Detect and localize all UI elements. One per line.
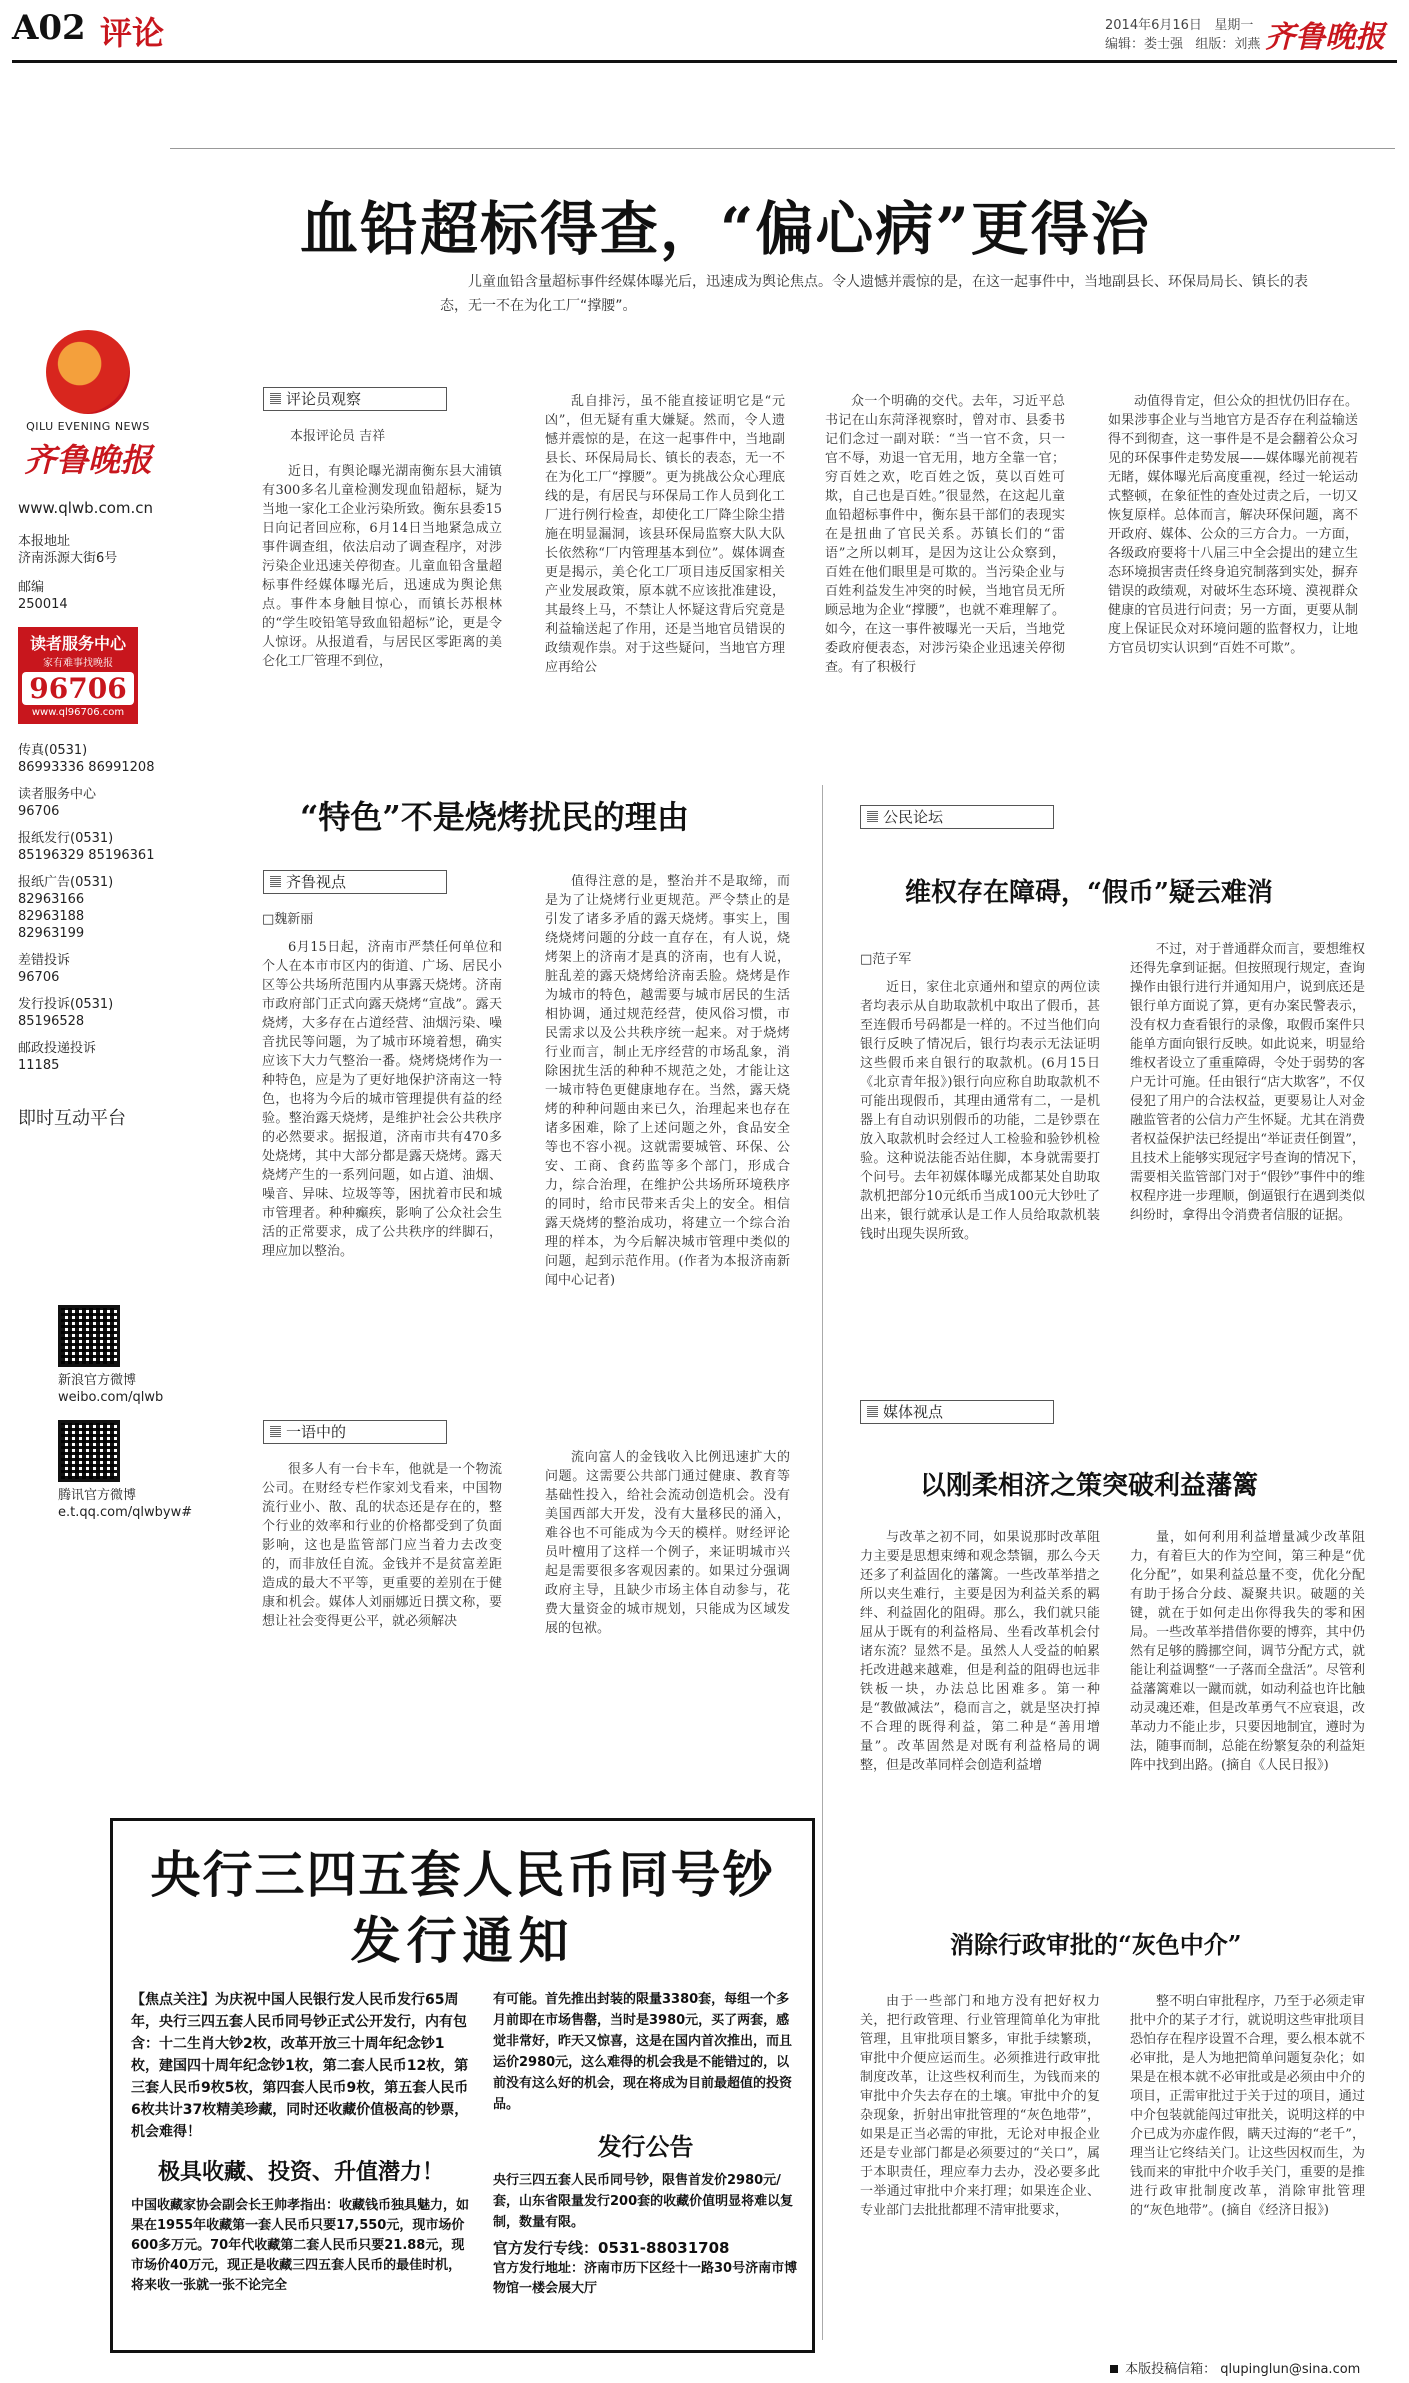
weibo-label: 新浪官方微博 — [58, 1373, 137, 1388]
quote-col-2-text: 流向富人的金钱收入比例迅速扩大的问题。这需要公共部门通过健康、教育等基础性投入，给社会流动创造机会。没有美国西部大开发，没有大量移民的涌入，难谷也不可能成为今天的模样。财经评论员叶檀用了这样一个例子，来证明城市兴起是需要很多客观因素的。如果过分强调政府主导，且缺少市场主体自动参与，花费大量资金的城市规划，只能成为区域发展的包袱。 — [545, 1450, 790, 1636]
bbq-headline: “特色”不是烧烤扰民的理由 — [300, 798, 689, 836]
website-link[interactable]: www.qlwb.com.cn — [18, 499, 153, 517]
dist-complaint: 85196528 — [18, 1014, 85, 1029]
interactive-title: 即时互动平台 — [18, 1108, 126, 1129]
lead-col-3 — [825, 392, 1065, 677]
tencent-qr-code[interactable] — [58, 1420, 120, 1482]
weibo-qr-code[interactable] — [58, 1305, 120, 1367]
rights-byline: □范子军 — [860, 952, 912, 967]
quote-column-tag: 一语中的 — [263, 1420, 447, 1444]
complaint-label: 差错投诉 — [18, 953, 71, 968]
complaint-num: 96706 — [18, 970, 60, 985]
lead-col-1-text: 近日，有舆论曝光湖南衡东县大浦镇有300多名儿童检测发现血铅超标，疑为当地一家化工企业污染所致。衡东县委15日向记者回应称，6月14日当地紧急成立事件调查组，依法启动了调查程序，对涉污染企业迅速关停彻查。儿童血铅含量超标事件经媒体曝光后，迅速成为舆论焦点。事件本身触目惊心，而镇长苏根林的“学生咬铅笔导致血铅超标”论，更是令人惊讶。从报道看，与居民区零距离的美仑化工厂管理不到位， — [262, 464, 502, 669]
reform-headline: 以刚柔相济之策突破利益藩篱 — [920, 1471, 1259, 1501]
intermediary-headline: 消除行政审批的“灰色中介” — [950, 1930, 1242, 1959]
lead-byline: 本报评论员 吉祥 — [290, 429, 386, 444]
quote-col-2 — [545, 1448, 790, 1638]
header-rule — [12, 60, 1397, 63]
lead-headline: 血铅超标得查，“偏心病”更得治 — [300, 195, 1151, 263]
lead-col-1 — [262, 462, 502, 671]
tencent-url[interactable]: e.t.qq.com/qlwbyw# — [58, 1505, 193, 1520]
ad-notice-text: 央行三四五套人民币同号钞，限售首发价2980元/套，山东省限量发行200套的收藏价值明显将难以复制，数量有限。 — [493, 2173, 794, 2230]
header-brand: 齐鲁晚报 — [1265, 20, 1385, 55]
rights-col-1 — [860, 978, 1100, 1244]
header-layout: 组版：刘燕 — [1195, 37, 1261, 52]
fax-label: 传真(0531) — [18, 743, 88, 758]
lead-top-rule — [170, 148, 1395, 149]
section-name: 评论 — [100, 14, 165, 52]
bbq-col-1 — [262, 938, 502, 1261]
header-editors — [1105, 33, 1260, 52]
lead-col-4 — [1108, 392, 1358, 658]
rights-col-2 — [1130, 940, 1365, 1225]
ad-col-2-text: 有可能。首先推出封装的限量3380套，每组一个多月前即在市场售罄，当时是3980元，买了两套，感觉非常好，昨天又惊喜，这是在国内首次推出，而且运价2980元，这么难得的机会我是不能错过的，以前没有这么好的机会，现在将成为目前最超值的投资品。 — [493, 1992, 793, 2112]
bbq-col-1-text: 6月15日起，济南市严禁任何单位和个人在本市市区内的街道、广场、居民小区等公共场所范围内从事露天烧烤。济南市政府部门正式向露天烧烤“宣战”。露天烧烤，大多存在占道经营、油烟污染、噪音扰民等问题，为了城市环境着想，确实应该下大力气整治一番。烧烤烧烤作为一种特色，应是为了更好地保护济南这一特色，也将为今后的城市管理提供有益的经验。整治露天烧烤，是维护社会公共秩序的必然要求。据报道，济南市共有470多处烧烤，其中大部分都是露天烧烤。露天烧烤产生的一系列问题，如占道、油烟、噪音、异味、垃圾等等，困扰着市民和城市管理者。种种癫疾，影响了公众社会生活的正常要求，成了公共秩序的绊脚石，理应加以整治。 — [262, 940, 502, 1259]
quote-col-1-text: 很多人有一台卡车，他就是一个物流公司。在财经专栏作家刘戈看来，中国物流行业小、散、乱的状态还是存在的，整个行业的效率和行业的价格都受到了负面影响，这也是监管部门应当着力去改变的，而非放任自流。金钱并不是贫富差距造成的最大不平等，更重要的差别在于健康和机会。媒体人刘丽娜近日撰文称，要想让社会变得更公平，就必须解决 — [262, 1462, 502, 1629]
reader-num: 96706 — [18, 804, 60, 819]
intermediary-col-2-text: 整不明白审批程序，乃至于必须走审批中介的某子才行，就说明这些审批项目恐怕存在程序设置不合理，要么根本就不必审批，是人为地把简单问题复杂化；如果是在根本就不必审批或是必须由中介的项目，正需审批过于关于过的项目，通过中介包装就能闯过审批关，说明这样的中介已成为亦虚作假，瞒天过海的“老千”，理当让它终结关门。让这些因权而生，为钱而来的审批中介收手关门，重要的是推进行政审批制度改革，消除审批管理的“灰色地带”。(摘自《经济日报》) — [1130, 1994, 1365, 2218]
ad-hotline: 官方发行专线：0531-88031708 — [493, 2239, 730, 2257]
header-date-line — [1105, 14, 1253, 33]
rights-column-tag: 公民论坛 — [860, 805, 1054, 829]
logo-english: QILU EVENING NEWS — [26, 420, 150, 433]
address: 济南泺源大街6号 — [18, 551, 118, 566]
ad-box — [110, 1818, 815, 2353]
postcode-label: 邮编 — [18, 580, 45, 595]
header-date: 2014年6月16日 — [1105, 18, 1202, 33]
rights-headline: 维权存在障碍，“假币”疑云难消 — [905, 878, 1273, 908]
logo-emblem — [46, 330, 130, 414]
right-divider — [822, 785, 823, 2340]
fax: 86993336 86991208 — [18, 760, 155, 775]
address-label: 本报地址 — [18, 534, 71, 549]
ad-col-1-text: 【焦点关注】为庆祝中国人民银行发人民币发行65周年，央行三四五套人民币同号钞正式公开发行，内有包含：十二生肖大钞2枚，改革开放三十周年纪念钞1枚，建国四十周年纪念钞1枚，第二套人民币12枚，第三套人民币9枚5枚，第四套人民币9枚，第五套人民币6枚共计37枚精美珍藏，同时还收藏价值极高的钞票，机会难得！ — [131, 1992, 469, 2140]
bbq-col-2-text: 值得注意的是，整治并不是取缔，而是为了让烧烤行业更规范。严令禁止的是引发了诸多矛盾的露天烧烤。事实上，围绕烧烤问题的分歧一直存在，有人说，烧烤架上的济南才是真的济南，也有人说，脏乱差的露天烧烤给济南丢脸。烧烤是作为城市的特色，越需要与城市居民的生活相协调，通过规范经营，使风俗习惯，市民需求以及公共秩序统一起来。对于烧烤行业而言，制止无序经营的市场乱象，消除困扰生活的种种不规范之处，才能让这一城市特色更健康地存在。当然，露天烧烤的种种问题由来已久，治理起来也存在诸多困难，除了上述问题之外，食品安全等也不容小视。这就需要城管、环保、公安、工商、食药监等多个部门，形成合力，综合治理，在维护公共场所环境秩序的同时，给市民带来舌尖上的安全。相信露天烧烤的整治成功，将建立一个综合治理的样本，为今后解决城市管理中类似的问题，起到示范作用。(作者为本报济南新闻中心记者) — [545, 874, 790, 1288]
reform-col-1-text: 与改革之初不同，如果说那时改革阻力主要是思想束缚和观念禁锢，那么今天还多了利益固化的藩篱。一些改革举措之所以夹生难行，主要是因为利益关系的羁绊、利益固化的阻碍。那么，我们就只能屈从于既有的利益格局、坐看改革机会付诸东流？显然不是。虽然人人受益的帕累托改进越来越难，但是利益的阻碍也远非铁板一块，办法总比困难多。第一种是“教做减法”，稳而言之，就是坚决打掉不合理的既得利益，第二种是“善用增量”。改革固然是对既有利益格局的调整，但是改革同样会创造利益增 — [860, 1530, 1100, 1773]
reader-label: 读者服务中心 — [18, 787, 97, 802]
service-number: 96706 — [22, 672, 134, 705]
weibo-url[interactable]: weibo.com/qlwb — [58, 1390, 164, 1405]
dist-label: 报纸发行(0531) — [18, 831, 114, 846]
ad-title-line-2: 发行通知 — [350, 1911, 575, 1970]
service-title: 读者服务中心 — [29, 634, 126, 653]
footer-submission — [1110, 2358, 1360, 2377]
tencent-label: 腾讯官方微博 — [58, 1488, 137, 1503]
footer-email[interactable]: qlupinglun@sina.com — [1220, 2362, 1361, 2377]
ad-col-1b-text: 中国收藏家协会副会长王帅孝指出：收藏钱币独具魅力，如果在1955年收藏第一套人民币只要17,550元，现市场价600多万元。70年代收藏第二套人民币只要21.88元，现市场价40万元，现正是收藏三四五套人民币的最佳时机，将来收一张就一张不论完全 — [131, 2198, 470, 2293]
footer-square-icon — [1110, 2365, 1118, 2373]
lead-col-2-text: 乱自排污，虽不能直接证明它是“元凶”，但无疑有重大嫌疑。然而，令人遗憾并震惊的是，在这一起事件中，当地副县长、环保局局长、镇长的表态，无一不在为化工厂“撑腰”。更为挑战公众心理底线的是，有居民与环保局工作人员到化工厂进行例行检查，却使化工厂降尘除尘措施在明显漏洞，该县环保局监察大队大队长依然称“厂内管理基本到位”。媒体调查更是揭示，美仑化工厂项目违反国家相关产业发展政策，原本就不应该批准建设，其最终上马，不禁让人怀疑这背后究竟是利益输送起了作用，还是当地官员错误的政绩观作祟。对于这些疑问，当地官方理应再给公 — [545, 394, 785, 675]
reform-col-2-text: 量，如何利用利益增量减少改革阻力，有着巨大的作为空间，第三种是“优化分配”，如果利益总量不变，优化分配有助于扬合分歧、凝聚共识。破题的关键，就在于如何走出你得我失的零和困局。一些改革举措借你要的博弈，其中仍然有足够的腾挪空间，调节分配方式，就能让利益调整“一子落而全盘活”。尽管利益藩篱难以一蹴而就，如动利益也许比触动灵魂还难，但是改革勇气不应衰退，改革动力不能止步，只要因地制宜，遵时为法，随事而制，总能在纷繁复杂的利益矩阵中找到出路。(摘自《人民日报》) — [1130, 1530, 1365, 1773]
ad-col-2 — [493, 1989, 798, 2299]
lead-column-tag: 评论员观察 — [263, 387, 447, 411]
intermediary-col-1 — [860, 1992, 1100, 2220]
lead-deck: 儿童血铅含量超标事件经媒体曝光后，迅速成为舆论焦点。令人遗憾并震惊的是，在这一起事件中，当地副县长、环保局局长、镇长的表态，无一不在为化工厂“撑腰”。 — [440, 274, 1308, 314]
service-center-box — [18, 627, 138, 724]
postcode: 250014 — [18, 597, 68, 612]
service-web[interactable]: www.ql96706.com — [31, 707, 125, 718]
header-editor: 编辑：娄士强 — [1105, 37, 1184, 52]
rights-col-2-text: 不过，对于普通群众而言，要想维权还得先拿到证据。但按照现行规定，查询操作由银行进行并通知用户，说到底还是银行单方面说了算，更有办案民警表示，没有权力查看银行的录像，取假币案件只能单方面向银行反映。如此说来，明显给维权者设立了重重障碍，令处于弱势的客户无计可施。任由银行“店大欺客”，不仅侵犯了用户的合法权益，更要易让人对金融监管者的公信力产生怀疑。尤其在消费者权益保护法已经提出“举证责任倒置”，且技术上能够实现冠字号查询的情况下，需要相关监管部门对于“假钞”事件中的维权程序进一步理顺，倒逼银行在遇到类似纠纷时，拿得出令消费者信服的证据。 — [1130, 942, 1365, 1223]
post-complaint-label: 邮政投递投诉 — [18, 1041, 97, 1056]
service-sub: 家有难事找晚报 — [43, 658, 113, 669]
reform-col-1 — [860, 1528, 1100, 1775]
dist-complaint-label: 发行投诉(0531) — [18, 997, 114, 1012]
bbq-column-tag: 齐鲁视点 — [263, 870, 447, 894]
post-complaint: 11185 — [18, 1058, 60, 1073]
header-weekday: 星期一 — [1214, 18, 1254, 33]
lead-col-2 — [545, 392, 785, 677]
ad-address: 官方发行地址：济南市历下区经十一路30号济南市博物馆一楼会展大厅 — [493, 2261, 798, 2296]
ad-title-line-1: 央行三四五套人民币同号钞 — [150, 1845, 775, 1904]
reform-column-tag: 媒体视点 — [860, 1400, 1054, 1424]
ad-label: 报纸广告(0531) — [18, 875, 114, 890]
dist: 85196329 85196361 — [18, 848, 155, 863]
ad-numbers: 82963166 82963188 82963199 — [18, 892, 85, 941]
lead-col-4-text: 动值得肯定，但公众的担忧仍旧存在。如果涉事企业与当地官方是否存在利益输送得不到彻查，这一事件是不是会翻着公众习见的环保事件走势发展——媒体曝光前视若无睹，媒体曝光后高度重视，经过一轮运动式整顿，在象征性的查处过责之后，一切又恢复原样。总体而言，解决环保问题，离不开政府、媒体、公众的三方合力。一方面，各级政府要将十八届三中全会提出的建立生态环境损害责任终身追究制落到实处，摒弃错误的政绩观，对破坏生态环境、漠视群众健康的官员进行问责；另一方面，更要从制度上保证民众对环境问题的监督权力，让地方官员切实认识到“百姓不可欺”。 — [1108, 394, 1358, 656]
page-number: A02 — [12, 8, 86, 48]
quote-col-1 — [262, 1460, 502, 1631]
bbq-col-2 — [545, 872, 790, 1290]
bbq-byline: □魏新丽 — [262, 912, 314, 927]
intermediary-col-2 — [1130, 1992, 1365, 2220]
ad-notice-title: 发行公告 — [597, 2132, 694, 2161]
ad-slogan: 极具收藏、投资、升值潜力！ — [157, 2159, 444, 2185]
rights-col-1-text: 近日，家住北京通州和望京的两位读者均表示从自助取款机中取出了假币，甚至连假币号码都是一样的。不过当他们向银行反映了情况后，银行均表示无法证明这些假币来自银行的取款机。(6月15日《北京青年报》)银行向应称自助取款机不可能出现假币，其理由通常有二，一是机器上有自动识别假币的功能，二是钞票在放入取款机时会经过人工检验和验钞机检验。这种说法能否站住脚，本身就需要打个问号。去年初媒体曝光成都某处自助取款机把部分10元纸币当成100元大钞吐了出来，银行就承认是工作人员给取款机装钱时出现失误所致。 — [860, 980, 1100, 1242]
intermediary-col-1-text: 由于一些部门和地方没有把好权力关，把行政管理、行业管理简单化为审批管理，且审批项目繁多，审批手续繁琐，审批中介便应运而生。必须推进行政审批制度改革，让这些权利而生，为钱而来的审批中介失去存在的土壤。审批中介的复杂现象，折射出审批管理的“灰色地带”，如果是正当必需的审批，无论对申报企业还是专业部门都是必须要过的“关口”，属于本职责任，理应奉力去办，没必要多此一举通过审批中介来打理；如果连企业、专业部门去批批都理不清审批要求， — [860, 1994, 1100, 2218]
lead-col-3-text: 众一个明确的交代。去年，习近平总书记在山东菏泽视察时，曾对市、县委书记们念过一副对联：“当一官不贪，只一官不辱，劝退一官无用，地方全靠一官；穷百姓之欢，吃百姓之饭，莫以百姓可欺，自己也是百姓。”很显然，在这起儿童血铅超标事件中，衡东县干部们的表现实在是扭曲了官民关系。苏镇长们的“雷语”之所以刺耳，是因为这让公众察到，百姓在他们眼里是可欺的。当污染企业与百姓利益发生冲突的时候，当地官员无所顾忌地为企业“撑腰”，也就不难理解了。如今，在这一事件被曝光一天后，当地党委政府便表态，对涉污染企业迅速关停彻查。有了积极行 — [825, 394, 1065, 675]
reform-col-2 — [1130, 1528, 1365, 1775]
logo-chinese: 齐鲁晚报 — [23, 441, 152, 479]
sidebar — [18, 330, 158, 1130]
ad-col-1 — [131, 1989, 471, 2296]
footer-email-label: 本版投稿信箱： — [1125, 2362, 1217, 2377]
